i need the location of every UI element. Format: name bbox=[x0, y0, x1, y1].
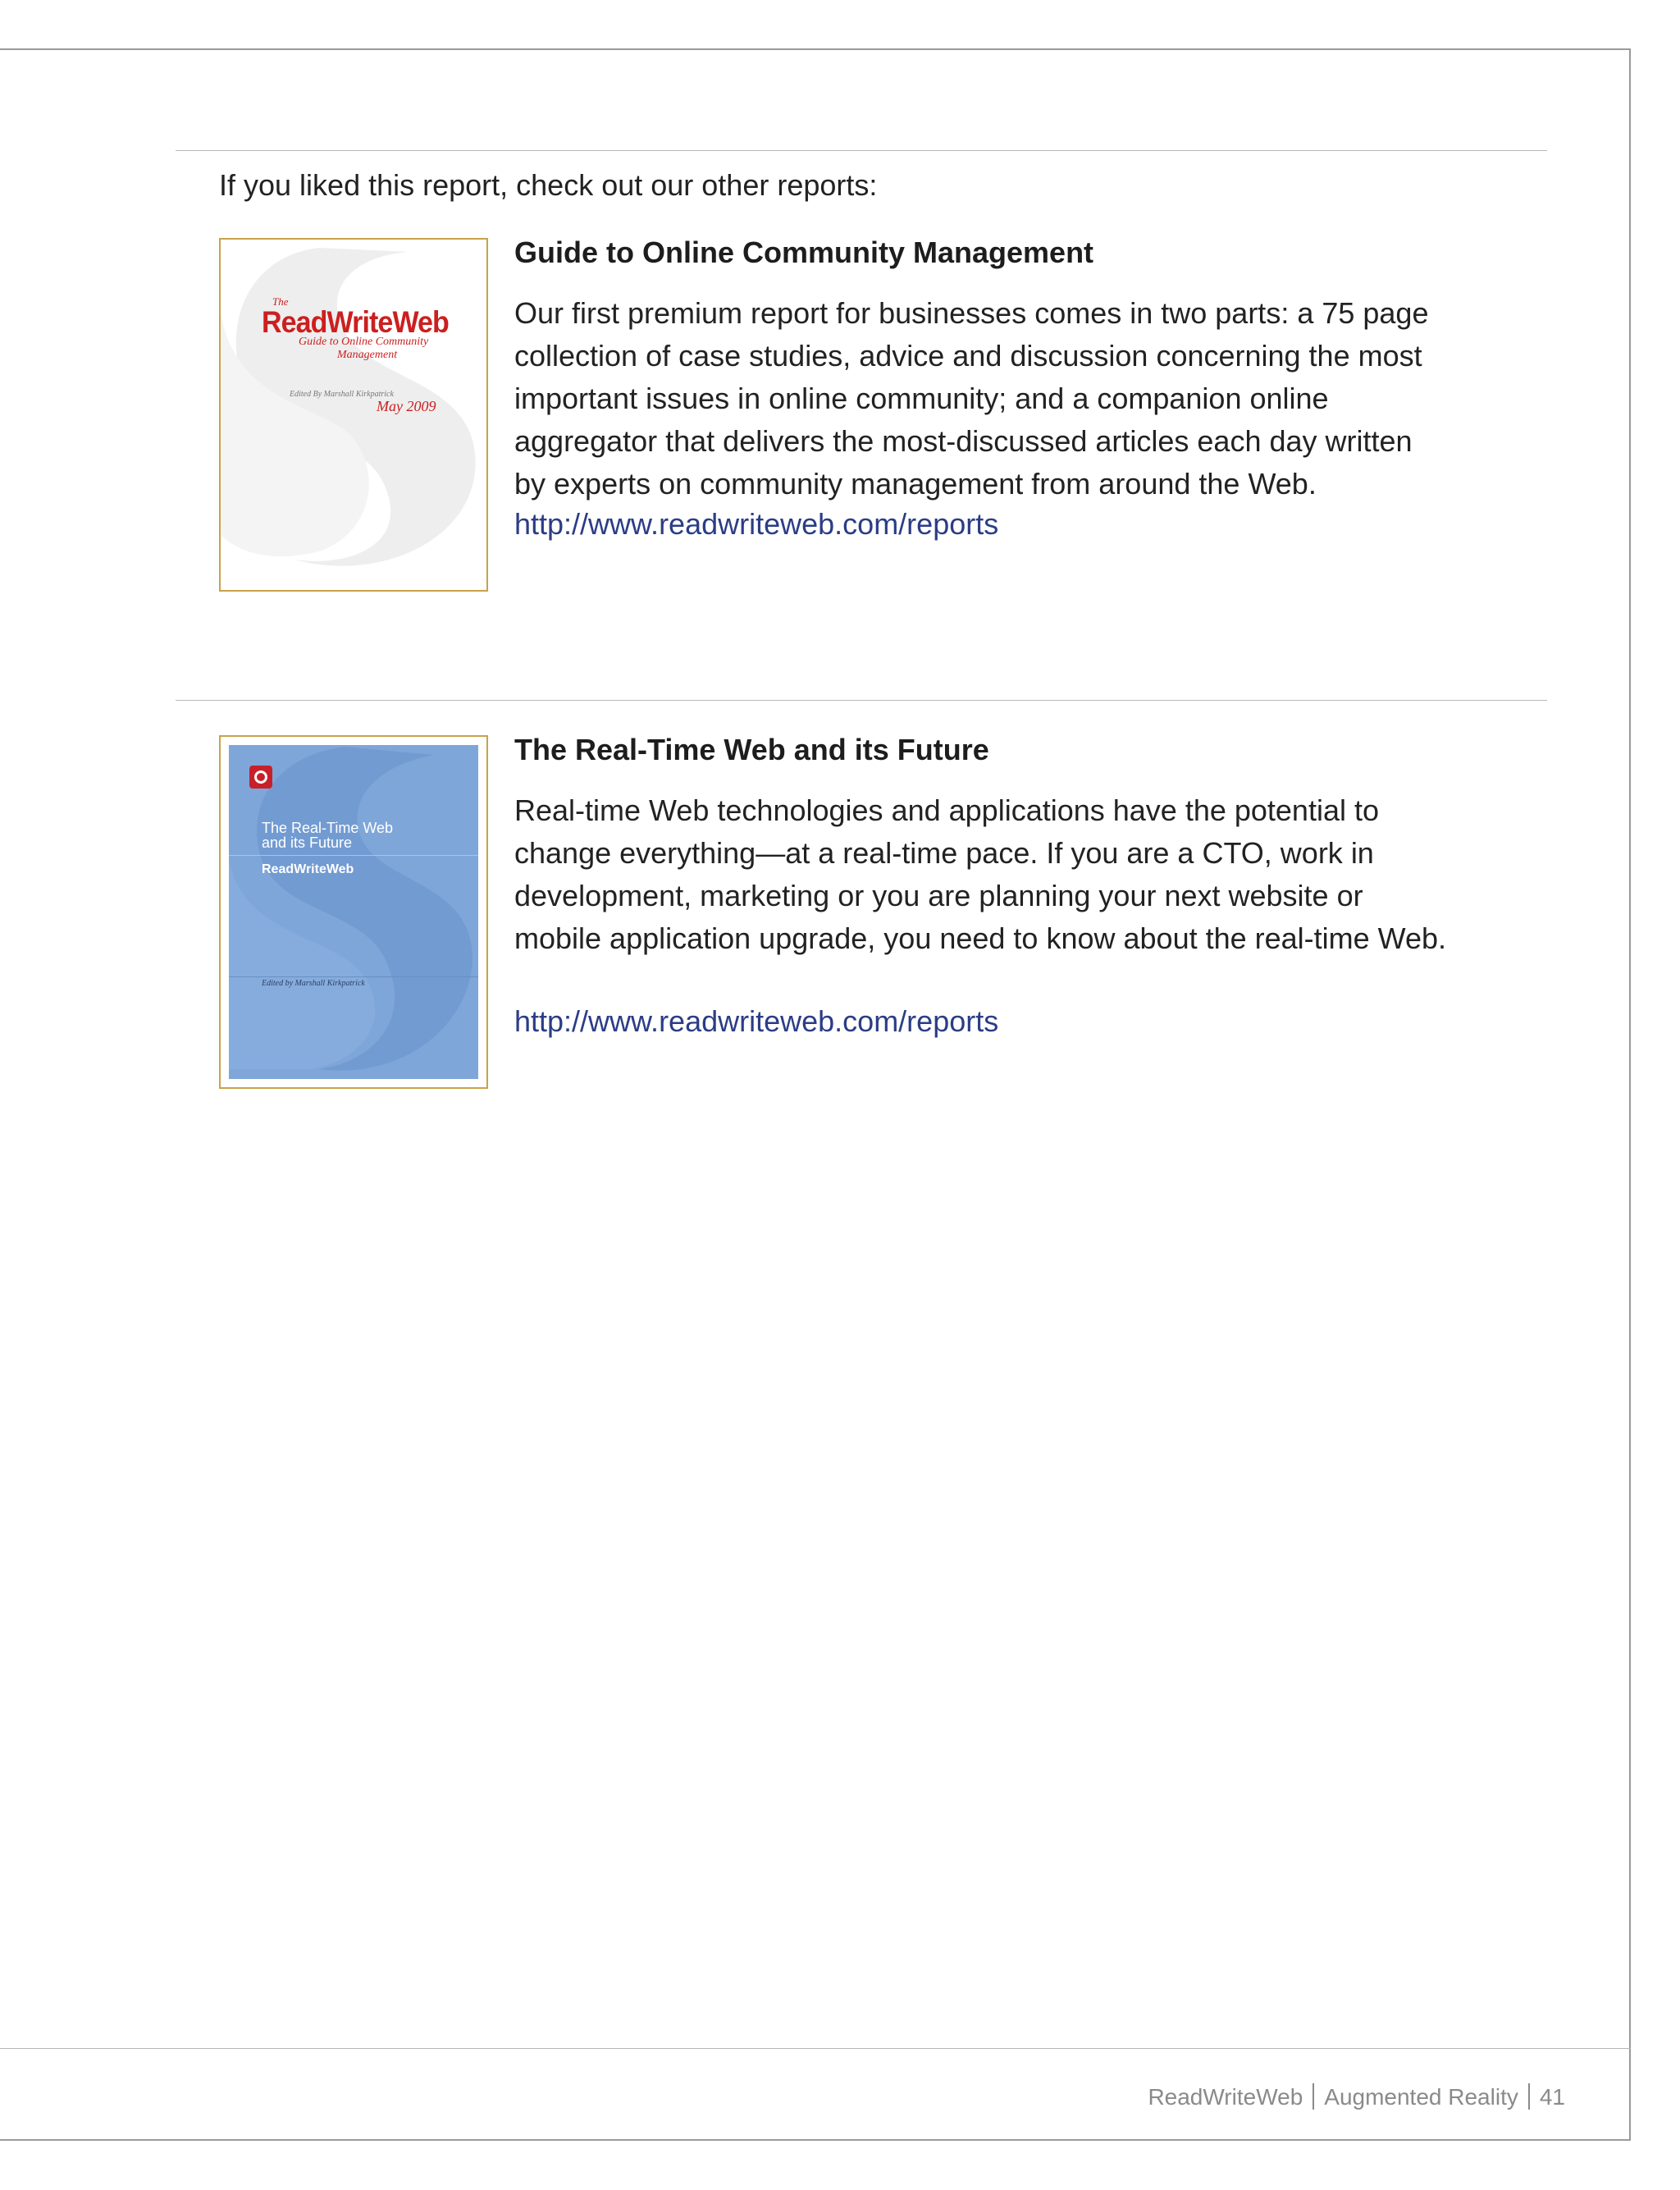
report-cover-real-time-web[interactable] bbox=[219, 735, 488, 1089]
footer-separator bbox=[1528, 2083, 1530, 2110]
cover-the-label: The bbox=[272, 295, 289, 308]
cover-editor: Edited By Marshall Kirkpatrick bbox=[290, 390, 394, 399]
report-title-1: Guide to Online Community Management bbox=[514, 235, 1094, 269]
cover-brand-logo: ReadWriteWeb bbox=[262, 305, 449, 339]
page-footer bbox=[1148, 2083, 1565, 2110]
report-description-2: Real-time Web technologies and applications have the potential to change everything—at a real-time pace. If you are a CTO, work in development, marketing or you are planning your next website or mobile application upgrade, you need to know about the real-time Web. bbox=[514, 793, 1447, 955]
cover-swirl-graphic bbox=[221, 240, 486, 590]
footer-brand: ReadWriteWeb bbox=[1148, 2084, 1303, 2110]
report-description-1: Our first premium report for businesses comes in two parts: a 75 page collection of case studies, advice and discussion concerning the most important issues in online community; and a companion online aggregator that delivers the most-discussed articles each day written by experts on community management from around the Web. bbox=[514, 296, 1429, 501]
intro-text: If you liked this report, check out our other reports: bbox=[219, 168, 878, 202]
cover-subtitle-line1: Guide to Online Community bbox=[299, 336, 429, 348]
footer-divider bbox=[0, 2048, 1631, 2049]
cover-date: May 2009 bbox=[377, 398, 436, 414]
cover-title-line1: The Real-Time Web bbox=[262, 820, 394, 836]
footer-separator bbox=[1312, 2083, 1314, 2110]
footer-section: Augmented Reality bbox=[1324, 2084, 1518, 2110]
cover-title-line2: and its Future bbox=[262, 834, 353, 851]
report-link-1[interactable]: http://www.readwriteweb.com/reports bbox=[514, 507, 999, 541]
page-number: 41 bbox=[1539, 2084, 1565, 2110]
page-frame-bottom bbox=[0, 2139, 1631, 2141]
page-frame-right bbox=[1629, 48, 1631, 2139]
cover-editor: Edited by Marshall Kirkpatrick bbox=[262, 979, 365, 988]
cover-app-logo-icon bbox=[249, 766, 272, 789]
page-frame-top bbox=[0, 48, 1631, 50]
cover-swirl-graphic-blue bbox=[221, 737, 486, 1087]
report-title-2: The Real-Time Web and its Future bbox=[514, 733, 989, 766]
section-divider-1 bbox=[176, 150, 1547, 151]
report-link-2[interactable]: http://www.readwriteweb.com/reports bbox=[514, 1004, 999, 1038]
section-divider-2 bbox=[176, 700, 1547, 701]
cover-subtitle-line2: Management bbox=[337, 349, 398, 361]
cover-brand: ReadWriteWeb bbox=[262, 862, 354, 876]
report-cover-community-management[interactable] bbox=[219, 238, 488, 592]
